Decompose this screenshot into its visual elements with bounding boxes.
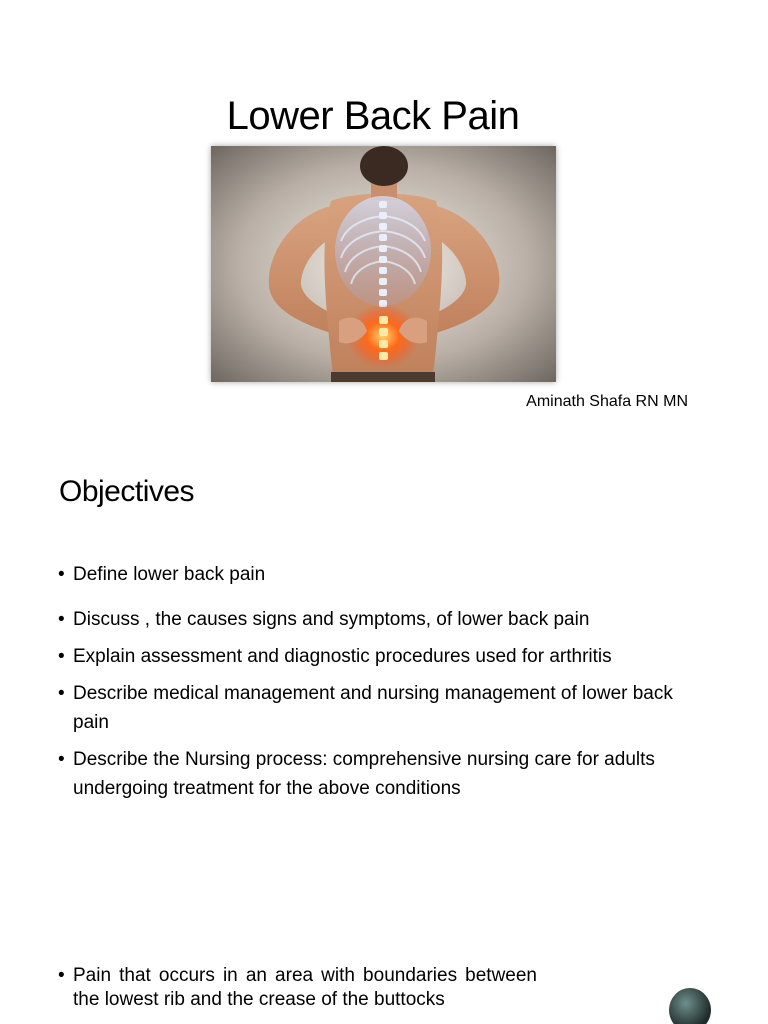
slide-title: Objectives	[59, 475, 195, 508]
objectives-slide	[0, 440, 768, 830]
list-item	[58, 745, 708, 803]
bullet-dot-icon: •	[58, 564, 65, 585]
definition-bullet	[58, 964, 537, 1012]
bullet-dot-icon: •	[58, 749, 65, 770]
definition-text: Pain that occurs in an area with boundaries between the lowest rib and the crease of the buttocks	[73, 965, 537, 1010]
title-slide	[0, 0, 768, 430]
list-item-text: Explain assessment and diagnostic procedures used for arthritis	[73, 646, 612, 667]
bullet-dot-icon: •	[58, 646, 65, 667]
definition-slide	[0, 940, 768, 1024]
list-item	[58, 605, 708, 634]
back-pain-illustration	[211, 146, 556, 382]
list-item-text: Describe medical management and nursing management of lower back pain	[73, 683, 673, 733]
list-item-text: Discuss , the causes signs and symptoms, of lower back pain	[73, 609, 590, 630]
bullet-dot-icon: •	[58, 683, 65, 704]
bullet-dot-icon: •	[58, 965, 65, 986]
slide-title: Lower Back Pain	[226, 94, 520, 138]
list-item-text: Describe the Nursing process: comprehensive nursing care for adults undergoing treatment for the above conditions	[73, 749, 655, 799]
author-credit: Aminath Shafa RN MN	[526, 393, 688, 410]
list-item	[58, 679, 708, 737]
objectives-list	[58, 560, 708, 811]
list-item	[58, 642, 708, 671]
bullet-dot-icon: •	[58, 609, 65, 630]
figure-silhouette-icon	[660, 984, 730, 1024]
list-item-text: Define lower back pain	[73, 564, 266, 585]
list-item	[58, 560, 708, 589]
